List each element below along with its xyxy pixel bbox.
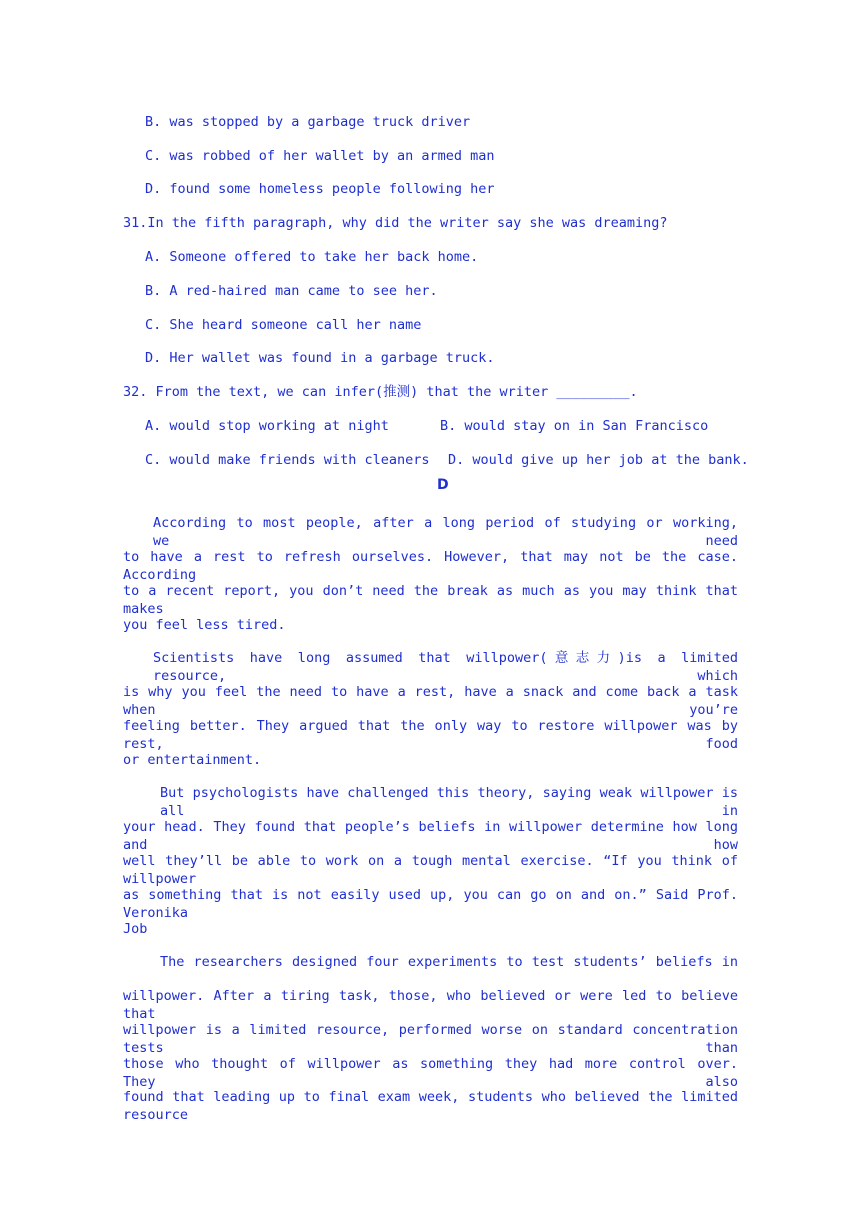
q30-option-d: D. found some homeless people following her: [145, 181, 495, 197]
q31-option-b: B. A red-haired man came to see her.: [145, 283, 438, 299]
p2-line-1: Scientists have long assumed that willpower(意志力)is a limited resource, which: [153, 650, 738, 684]
p4-line-5: found that leading up to final exam week, students who believed the limited resource: [123, 1089, 738, 1123]
q31-option-a: A. Someone offered to take her back home.: [145, 249, 479, 265]
q31-option-d: D. Her wallet was found in a garbage truck.: [145, 350, 495, 366]
p2-line-3: feeling better. They argued that the only way to restore willpower was by rest, food: [123, 718, 738, 752]
p3-line-4: as something that is not easily used up, you can go on and on.” Said Prof. Veronika: [123, 887, 738, 921]
p1-line-4: you feel less tired.: [123, 617, 286, 633]
q32-stem: 32. From the text, we can infer(推测) that the writer _________.: [123, 384, 638, 400]
p3-line-1: But psychologists have challenged this theory, saying weak willpower is all in: [160, 785, 738, 819]
q30-option-c: C. was robbed of her wallet by an armed man: [145, 148, 495, 164]
q31-stem: 31.In the fifth paragraph, why did the writer say she was dreaming?: [123, 215, 668, 231]
p3-line-3: well they’ll be able to work on a tough mental exercise. “If you think of willpower: [123, 853, 738, 887]
p1-line-3: to a recent report, you don’t need the break as much as you may think that makes: [123, 583, 738, 617]
p4-line-1: The researchers designed four experiments to test students’ beliefs in: [160, 954, 738, 970]
p2-line-2: is why you feel the need to have a rest, have a snack and come back a task when you’re: [123, 684, 738, 718]
p2-line-4: or entertainment.: [123, 752, 262, 768]
q32-option-c: C. would make friends with cleaners: [145, 452, 430, 468]
p3-line-5: Job: [123, 921, 148, 937]
q30-option-b: B. was stopped by a garbage truck driver: [145, 114, 471, 130]
p1-line-1: According to most people, after a long period of studying or working, we need: [153, 515, 738, 549]
q32-option-b: B. would stay on in San Francisco: [440, 418, 709, 434]
q32-option-d: D. would give up her job at the bank.: [448, 452, 749, 468]
p4-line-4: those who thought of willpower as something they had more control over. They also: [123, 1056, 738, 1090]
p4-line-2: willpower. After a tiring task, those, who believed or were led to believe that: [123, 988, 738, 1022]
q32-option-a: A. would stop working at night: [145, 418, 389, 434]
p3-line-2: your head. They found that people’s beliefs in willpower determine how long and how: [123, 819, 738, 853]
p1-line-2: to have a rest to refresh ourselves. However, that may not be the case. According: [123, 549, 738, 583]
q31-option-c: C. She heard someone call her name: [145, 317, 422, 333]
section-d-heading: D: [437, 477, 449, 493]
p4-line-3: willpower is a limited resource, performed worse on standard concentration tests than: [123, 1022, 738, 1056]
